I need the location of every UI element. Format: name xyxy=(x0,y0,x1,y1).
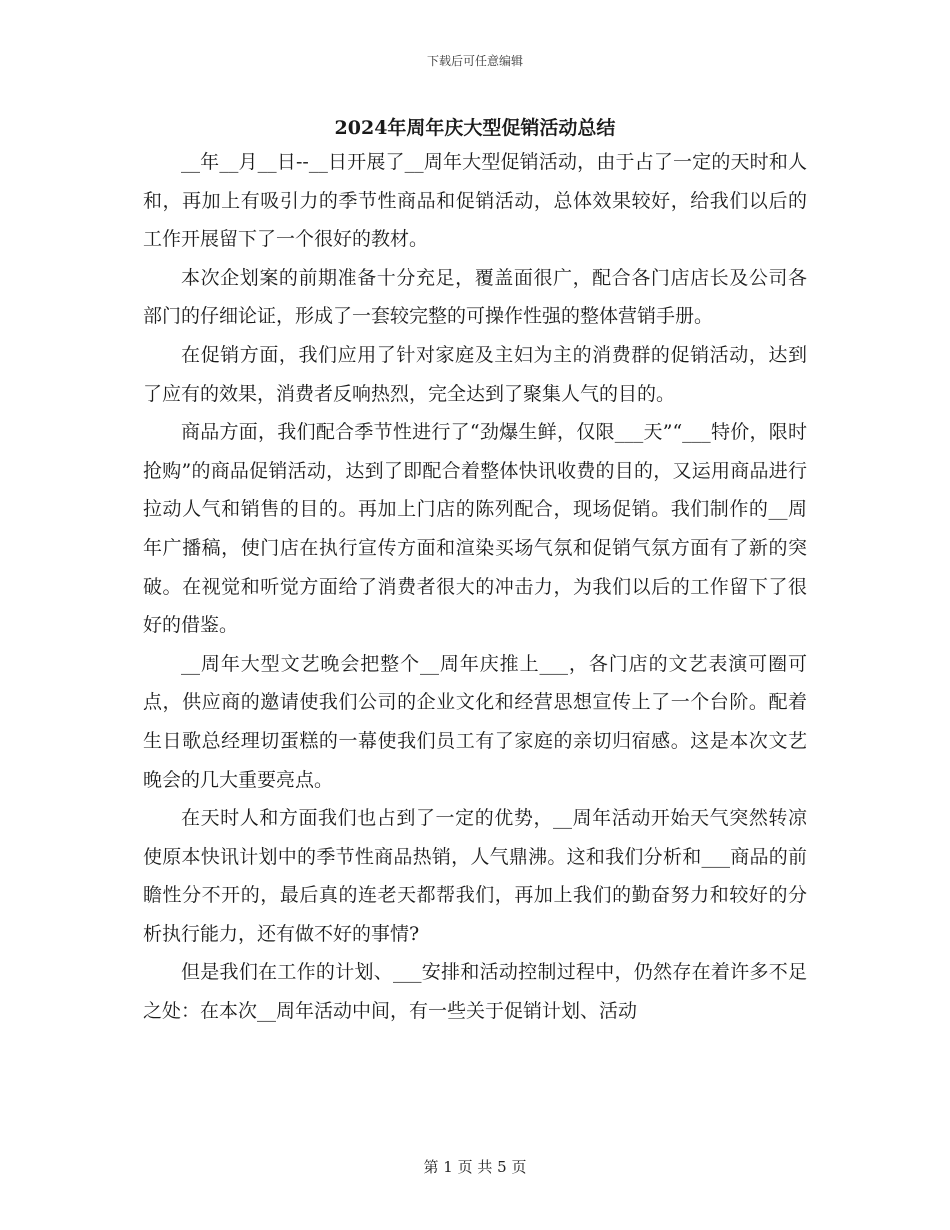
paragraph-gala: __周年大型文艺晚会把整个__周年庆推上___，各门店的文艺表演可圈可点，供应商的邀请使我们公司的企业文化和经营思想宣传上了一个台阶。配着生日歌总经理切蛋糕的一幕使我们员工有了家庭的亲切归宿感。这是本次文艺晚会的几大重要亮点。 xyxy=(143,652,807,791)
paragraph-planning: 本次企划案的前期准备十分充足，覆盖面很广，配合各门店店长及公司各部门的仔细论证，形成了一套较完整的可操作性强的整体营销手册。 xyxy=(143,266,807,328)
page-number: 第 1 页 共 5 页 xyxy=(423,1158,527,1176)
paragraph-merchandise: 商品方面，我们配合季节性进行了“劲爆生鲜，仅限___天”“___特价，限时抢购”的商品促销活动，达到了即配合着整体快讯收费的目的，又运用商品进行拉动人气和销售的目的。再加上门店的陈列配合，现场促销。我们制作的__周年广播稿，使门店在执行宣传方面和渲染买场气氛和促销气氛方面有了新的突破。在视觉和听觉方面给了消费者很大的冲击力，为我们以后的工作留下了很好的借鉴。 xyxy=(143,421,807,637)
paragraph-shortcomings: 但是我们在工作的计划、___安排和活动控制过程中，仍然存在着许多不足之处：在本次__周年活动中间，有一些关于促销计划、活动 xyxy=(143,961,807,1023)
document-body xyxy=(143,143,807,1031)
paragraph-intro: __年__月__日--__日开展了__周年大型促销活动，由于占了一定的天时和人和，再加上有吸引力的季节性商品和促销活动，总体效果较好，给我们以后的工作开展留下了一个很好的教材。 xyxy=(143,151,807,251)
document-title: 2024年周年庆大型促销活动总结 xyxy=(334,117,616,139)
paragraph-promotion: 在促销方面，我们应用了针对家庭及主妇为主的消费群的促销活动，达到了应有的效果，消费者反响热烈，完全达到了聚集人气的目的。 xyxy=(143,343,807,405)
page-header-note: 下载后可任意编辑 xyxy=(426,54,523,68)
paragraph-advantages: 在天时人和方面我们也占到了一定的优势，__周年活动开始天气突然转凉使原本快讯计划中的季节性商品热销，人气鼎沸。这和我们分析和___商品的前瞻性分不开的，最后真的连老天都帮我们，再加上我们的勤奋努力和较好的分析执行能力，还有做不好的事情? xyxy=(143,807,807,945)
